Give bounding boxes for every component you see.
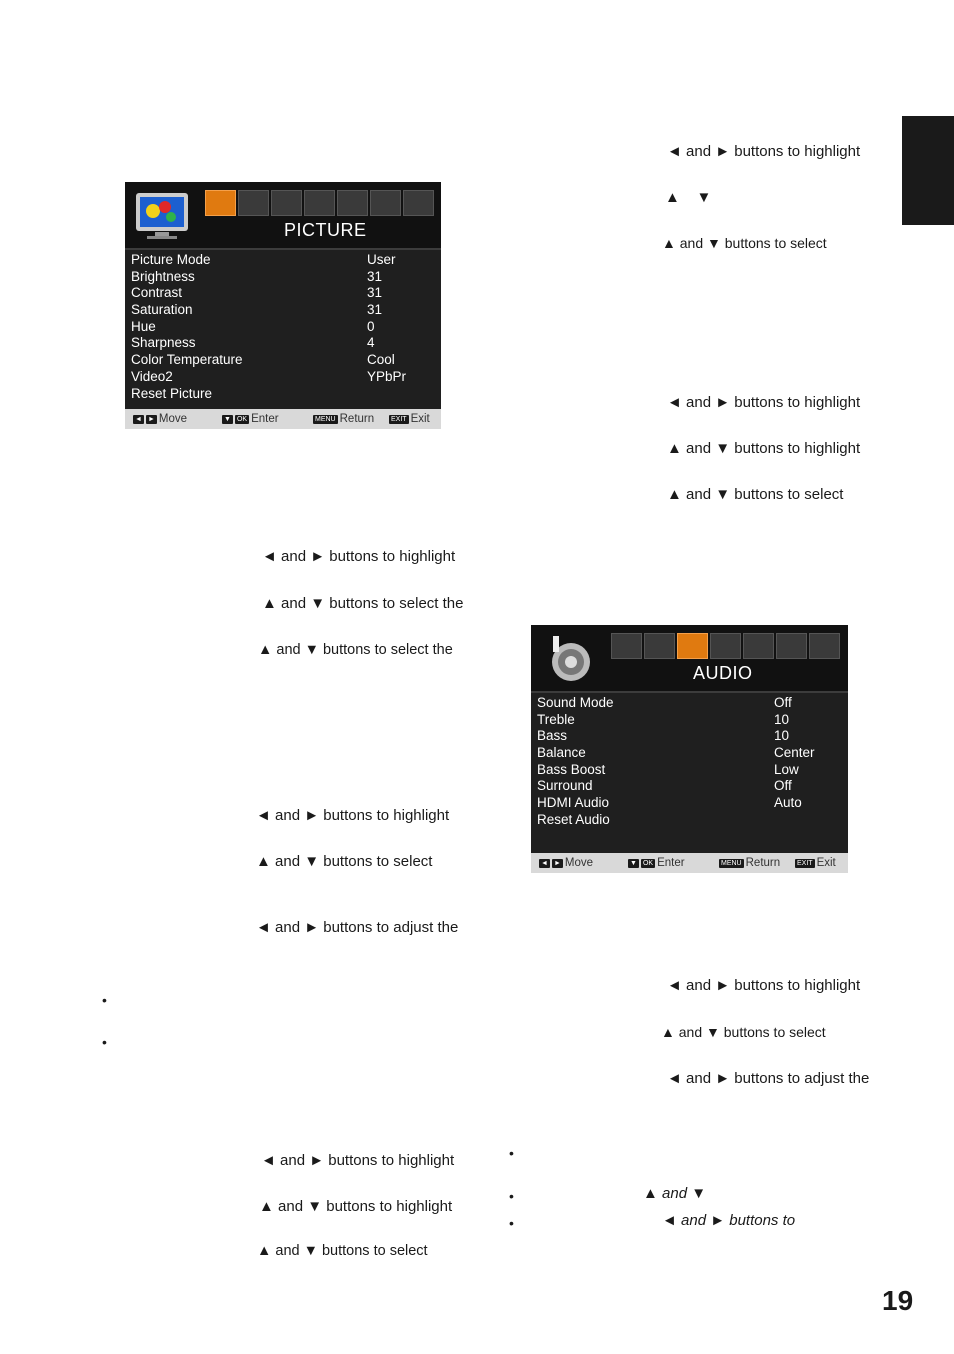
menu-row[interactable]: Saturation 31 [131,302,383,318]
setup-tab-icon[interactable] [304,190,335,216]
menu-tab-icons [611,633,840,659]
menu-row[interactable]: Bass Boost Low [537,761,799,777]
menu-row[interactable]: Balance Center [537,745,815,761]
audio-menu-title: AUDIO [693,663,753,683]
instruction-text: ▲ and ▼ [643,1185,707,1202]
instruction-text: ◄ and ► buttons to highlight [261,1152,455,1169]
menu-row[interactable]: Sound Mode Off [537,695,792,710]
audio-menu-rows [537,695,842,829]
left-arrow-key-icon: ◄ [135,415,142,423]
audio-tab-icon[interactable] [677,633,708,659]
menu-tab-icons [205,190,434,216]
menu-row[interactable]: Treble 10 [537,711,790,727]
bullet: • [509,1145,514,1161]
exit-key-icon: EXIT [391,415,407,423]
setup-tab-icon[interactable] [710,633,741,659]
lock-tab-icon[interactable] [337,190,368,216]
picture-tab-icon[interactable] [611,633,642,659]
ok-key-icon: OK [236,415,248,423]
menu-row[interactable]: Contrast 31 [131,285,383,301]
audio-menu-footer: ◄ ► Move ▼ OK Enter MENU Return EXIT Exit [531,853,848,873]
instruction-text: ◄ and ► buttons to adjust the [667,1070,870,1087]
instruction-text: ▲ and ▼ buttons to select [661,1024,826,1040]
menu-row[interactable]: Hue 0 [131,318,375,334]
instruction-text: ◄ and ► buttons to highlight [667,394,861,411]
instruction-text: ◄ and ► buttons to highlight [667,977,861,994]
menu-row[interactable]: Bass 10 [537,728,790,744]
menu-row[interactable]: Brightness 31 [131,268,383,284]
instruction-text: ◄ and ► buttons to highlight [256,807,450,824]
picture-menu-header [125,182,441,248]
instruction-text: ▲ and ▼ buttons to select the [262,595,464,612]
picture-menu-footer: ◄ ► Move ▼ OK Enter MENU Return EXIT Exit [125,409,441,429]
right-arrow-key-icon: ► [147,415,155,423]
screen-tab-icon[interactable] [644,633,675,659]
instruction-text: ▲ and ▼ buttons to highlight [667,440,861,457]
instruction-text: ▲ and ▼ buttons to select the [258,642,453,658]
screen-tab-icon[interactable] [238,190,269,216]
instruction-text: ◄ and ► buttons to highlight [262,548,456,565]
menu-row[interactable]: Reset Picture [131,385,213,401]
instruction-text: ▲ and ▼ buttons to select [257,1243,428,1259]
audio-menu [531,625,848,873]
channel-tab-icon[interactable] [370,190,401,216]
menu-row[interactable]: Surround Off [537,778,792,794]
down-arrow-key-icon: ▼ [630,859,637,867]
menu-row[interactable]: Reset Audio [537,811,610,827]
option-tab-icon[interactable] [809,633,840,659]
menu-row[interactable]: HDMI Audio Auto [537,795,802,811]
menu-row[interactable]: Video2 YPbPr [131,368,407,384]
instruction-text: ▲ and ▼ buttons to highlight [259,1198,453,1215]
tv-icon [133,189,191,241]
menu-row[interactable]: Color Temperature Cool [131,352,395,368]
instruction-text: ◄ and ► buttons to adjust the [256,919,459,936]
instruction-text: ◄ and ► buttons to [662,1212,796,1229]
ok-key-icon: OK [642,859,654,867]
menu-key-icon: MENU [721,859,742,867]
instruction-text: ▲ and ▼ buttons to select [667,486,844,503]
picture-menu [125,182,441,429]
picture-tab-icon[interactable] [205,190,236,216]
instruction-text: ▲ ▼ [665,189,712,206]
speaker-icon [539,632,597,684]
bullet: • [509,1215,514,1231]
option-tab-icon[interactable] [403,190,434,216]
instruction-text: ◄ and ► buttons to highlight [667,143,861,160]
channel-tab-icon[interactable] [776,633,807,659]
left-arrow-key-icon: ◄ [541,859,548,867]
audio-tab-icon[interactable] [271,190,302,216]
bullet: • [509,1188,514,1204]
instruction-text: ▲ and ▼ buttons to select [662,235,827,251]
exit-key-icon: EXIT [797,859,813,867]
bullet: • [102,1034,107,1050]
menu-key-icon: MENU [315,415,336,423]
menu-row[interactable]: Sharpness 4 [131,335,375,351]
section-tab [902,116,954,225]
menu-row[interactable]: Picture Mode User [131,252,396,267]
page-number: 19 [882,1285,914,1316]
picture-menu-title: PICTURE [284,220,367,240]
bullet: • [102,992,107,1008]
lock-tab-icon[interactable] [743,633,774,659]
picture-menu-rows [131,252,435,402]
audio-menu-header [531,625,848,691]
down-arrow-key-icon: ▼ [224,415,231,423]
right-arrow-key-icon: ► [553,859,561,867]
instruction-text: ▲ and ▼ buttons to select [256,853,433,870]
